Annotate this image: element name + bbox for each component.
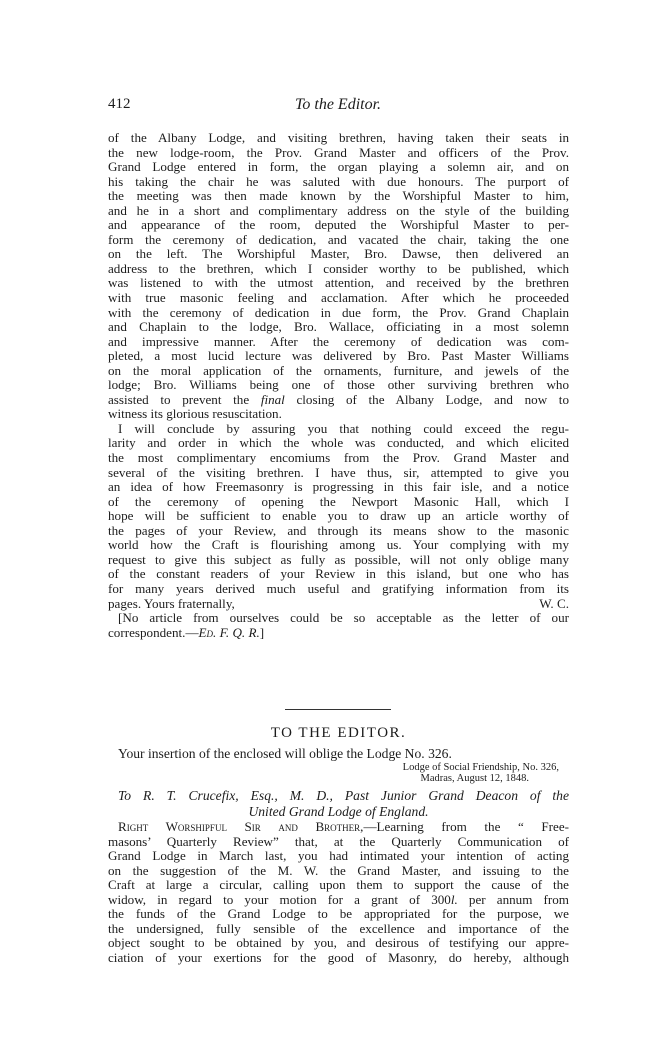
text-run: closing of the Albany Lodge, and now to — [284, 391, 569, 407]
text-line: an idea of how Freemasonry is progressing in this fair isle, and a notice — [108, 479, 569, 495]
italic-word: final — [260, 391, 285, 407]
text-line: of the ceremony of opening the Newport Masonic Hall, which I — [108, 493, 569, 509]
section-divider — [285, 709, 391, 710]
page-number: 412 — [108, 96, 131, 112]
text-run: —Learning from the “ Free- — [363, 819, 569, 834]
text-line — [108, 820, 569, 835]
text-line: and Chaplain to the lodge, Bro. Wallace, officiating in a most solemn — [108, 319, 569, 335]
text-line: and he in a short and complimentary address on the style of the building — [108, 202, 569, 218]
letter-body — [108, 131, 569, 640]
section-heading: TO THE EDITOR. — [270, 725, 407, 741]
text-line — [108, 893, 569, 908]
text-line: hope will be sufficient to enable you to draw up an article worthy of — [108, 508, 569, 524]
text-line: Grand Lodge entered in form, the organ playing a solemn air, and on — [108, 159, 569, 175]
date-line: Madras, August 12, 1848. — [420, 773, 529, 784]
text-line: of the constant readers of your Review in this island, but one who has — [108, 566, 569, 582]
second-letter — [108, 745, 569, 965]
text-line: on the moral application of the ornaments, furniture, and jewels of the — [108, 362, 569, 378]
text-run: assisted to prevent the — [108, 391, 261, 407]
text-run: per annum from — [457, 891, 569, 907]
text-line: was listened to with the utmost attention, and received by the brethren — [108, 275, 569, 291]
text-line: with true masonic feeling and acclamation. After which he proceeded — [108, 290, 569, 306]
closing-text: pages. Yours fraternally, — [108, 595, 235, 611]
signature: W. C. — [539, 595, 569, 611]
address-line: United Grand Lodge of England. — [248, 804, 429, 819]
editor-note-line — [108, 626, 569, 641]
text-line: lodge; Bro. Williams being one of those other surviving brethren who — [108, 377, 569, 393]
text-line: form the ceremony of dedication, and vacated the chair, taking the one — [108, 231, 569, 247]
text-line: of the Albany Lodge, and visiting brethren, having taken their seats in — [108, 130, 569, 145]
text-line — [108, 393, 569, 408]
text-line: and appearance of the room, deputed the Worshipful Master to per- — [108, 217, 569, 233]
running-title: To the Editor. — [294, 96, 382, 113]
place-line: Lodge of Social Friendship, No. 326, — [402, 762, 559, 773]
text-run: widow, in regard to your motion for a grant of 300 — [108, 891, 451, 907]
text-line: I will conclude by assuring you that nothing could exceed the regu- — [118, 420, 569, 436]
text-line: on the left. The Worshipful Master, Bro. Dawse, then delivered an — [108, 246, 569, 262]
text-line: pleted, a most lucid lecture was delivered by Bro. Past Master Williams — [108, 348, 569, 364]
editor-signature: Ed. F. Q. R. — [198, 624, 260, 640]
text-line: the funds of the Grand Lodge to be appropriated for the purpose, we — [108, 906, 569, 922]
text-line: his taking the chair he was saluted with due honours. The purport of — [108, 173, 569, 189]
editor-note-line: [No article from ourselves could be so acceptable as the letter of our — [118, 610, 569, 626]
salutation: Right Worshipful Sir and Brother, — [118, 819, 364, 834]
text-line: object sought to be obtained by you, and desirous of testifying our appre- — [108, 935, 569, 951]
text-line: the most complimentary encomiums from the Prov. Grand Master and — [108, 450, 569, 466]
text-line: the pages of your Review, and through its means show to the masonic — [108, 522, 569, 538]
text-line: with the ceremony of dedication in due form, the Prov. Grand Chaplain — [108, 304, 569, 320]
text-run: ] — [259, 624, 265, 640]
running-head — [108, 96, 568, 116]
text-line: the new lodge-room, the Prov. Grand Master and officers of the Prov. — [108, 144, 569, 160]
text-line: witness its glorious resuscitation. — [108, 406, 282, 422]
text-line: Craft at large a circular, calling upon them to support the cause of the — [108, 877, 569, 893]
text-line: the undersigned, fully sensible of the excellence and importance of the — [108, 920, 569, 936]
text-line: larity and order in which the whole was conducted, and which elicited — [108, 435, 569, 451]
text-line: ciation of your exertions for the good of Masonry, do hereby, although — [108, 949, 569, 965]
text-run: correspondent.— — [108, 624, 199, 640]
closing-line — [108, 597, 569, 612]
text-line: Grand Lodge in March last, you had intimated your intention of acting — [108, 848, 569, 864]
text-line: request to give this subject as fully as possible, will not only oblige many — [108, 551, 569, 567]
text-line: for many years derived much useful and gratifying information from its — [108, 580, 569, 596]
address-line: To R. T. Crucefix, Esq., M. D., Past Junior Grand Deacon of the — [118, 788, 569, 803]
text-line: and impressive manner. After the ceremony of dedication was com- — [108, 333, 569, 349]
text-line: several of the visiting brethren. I have thus, sir, attempted to give you — [108, 464, 569, 480]
pound-symbol: l. — [450, 891, 458, 907]
text-line: on the suggestion of the M. W. the Grand Master, and issuing to the — [108, 862, 569, 878]
text-line: address to the brethren, which I consider worthy to be published, which — [108, 260, 569, 276]
intro-line: Your insertion of the enclosed will oblige the Lodge No. 326. — [118, 746, 452, 761]
text-line: masons’ Quarterly Review” that, at the Quarterly Communication of — [108, 833, 569, 849]
text-line: the meeting was then made known by the Worshipful Master to him, — [108, 188, 569, 204]
text-line: world how the Craft is flourishing among us. Your complying with my — [108, 537, 569, 553]
